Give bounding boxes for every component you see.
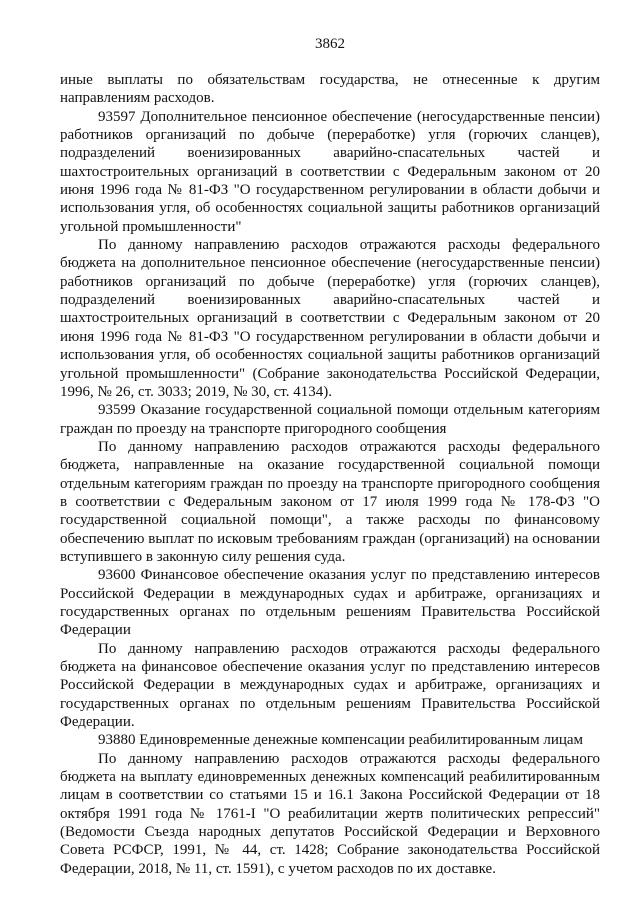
paragraph-93600-body: По данному направлению расходов отражаются расходы федерального бюджета на финансовое обеспечение оказания услуг по представлению интересов Российской Федерации в международных судах и арбитраже, организациях и государственных органах по отдельным решениям Правительства Российской Федерации. (60, 640, 600, 731)
paragraph-93880-body: По данному направлению расходов отражаются расходы федерального бюджета на выплату единовременных денежных компенсаций реабилитированным лицам в соответствии со статьями 15 и 16.1 Закона Российской Федерации от 18 октября 1991 года № 1761-I "О реабилитации жертв политических репрессий" (Ведомости Съезда народных депутатов Российской Федерации и Верховного Совета РСФСР, 1991, № 44, ст. 1428; Собрание законодательства Российской Федерации, 2018, № 11, ст. 1591), с учетом расходов по их доставке. (60, 750, 600, 877)
paragraph-93597-body: По данному направлению расходов отражаются расходы федерального бюджета на дополнительное пенсионное обеспечение (негосударственные пенсии) работников организаций по добыче (переработке) угля (горючих сланцев), подразделений военизированных аварийно-спасательных частей и шахтостроительных организаций в соответствии с Федеральным законом от 20 июня 1996 года № 81-ФЗ "О государственном регулировании в области добычи и использования угля, об особенностях социальной защиты работников организаций угольной промышленности" (Собрание законодательства Российской Федерации, 1996, № 26, ст. 3033; 2019, № 30, ст. 4134). (60, 237, 600, 400)
paragraph-continuation: иные выплаты по обязательствам государства, не отнесенные к другим направлениям расходов. (60, 72, 600, 107)
heading-93880: 93880 Единовременные денежные компенсации реабилитированным лицам (98, 732, 584, 749)
page-number: 3862 (315, 36, 345, 52)
heading-93597: 93597 Дополнительное пенсионное обеспечение (негосударственные пенсии) работников организаций по добыче (переработке) угля (горючих сланцев), подразделений военизированных аварийно-спасательных частей и шахтостроительных организаций в соответствии с Федеральным законом от 20 июня 1996 года № 81-ФЗ "О государственном регулировании в области добычи и использования угля, об особенностях социальной защиты работников организаций угольной промышленности" (60, 108, 600, 235)
document-page (60, 36, 600, 878)
heading-93600: 93600 Финансовое обеспечение оказания услуг по представлению интересов Российской Федерации в международных судах и арбитраже, организациях и государственных органах по отдельным решениям Правительства Российской Федерации (60, 567, 600, 639)
paragraph-93599-body: По данному направлению расходов отражаются расходы федерального бюджета, направленные на оказание государственной социальной помощи отдельным категориям граждан по проезду на транспорте пригородного сообщения в соответствии с Федеральным законом от 17 июля 1999 года № 178-ФЗ "О государственной социальной помощи", а также расходы по финансовому обеспечению выплат по исковым требованиям граждан (организаций) на основании вступившего в законную силу решения суда. (60, 438, 600, 565)
heading-93599: 93599 Оказание государственной социальной помощи отдельным категориям граждан по проезду на транспорте пригородного сообщения (60, 402, 600, 437)
